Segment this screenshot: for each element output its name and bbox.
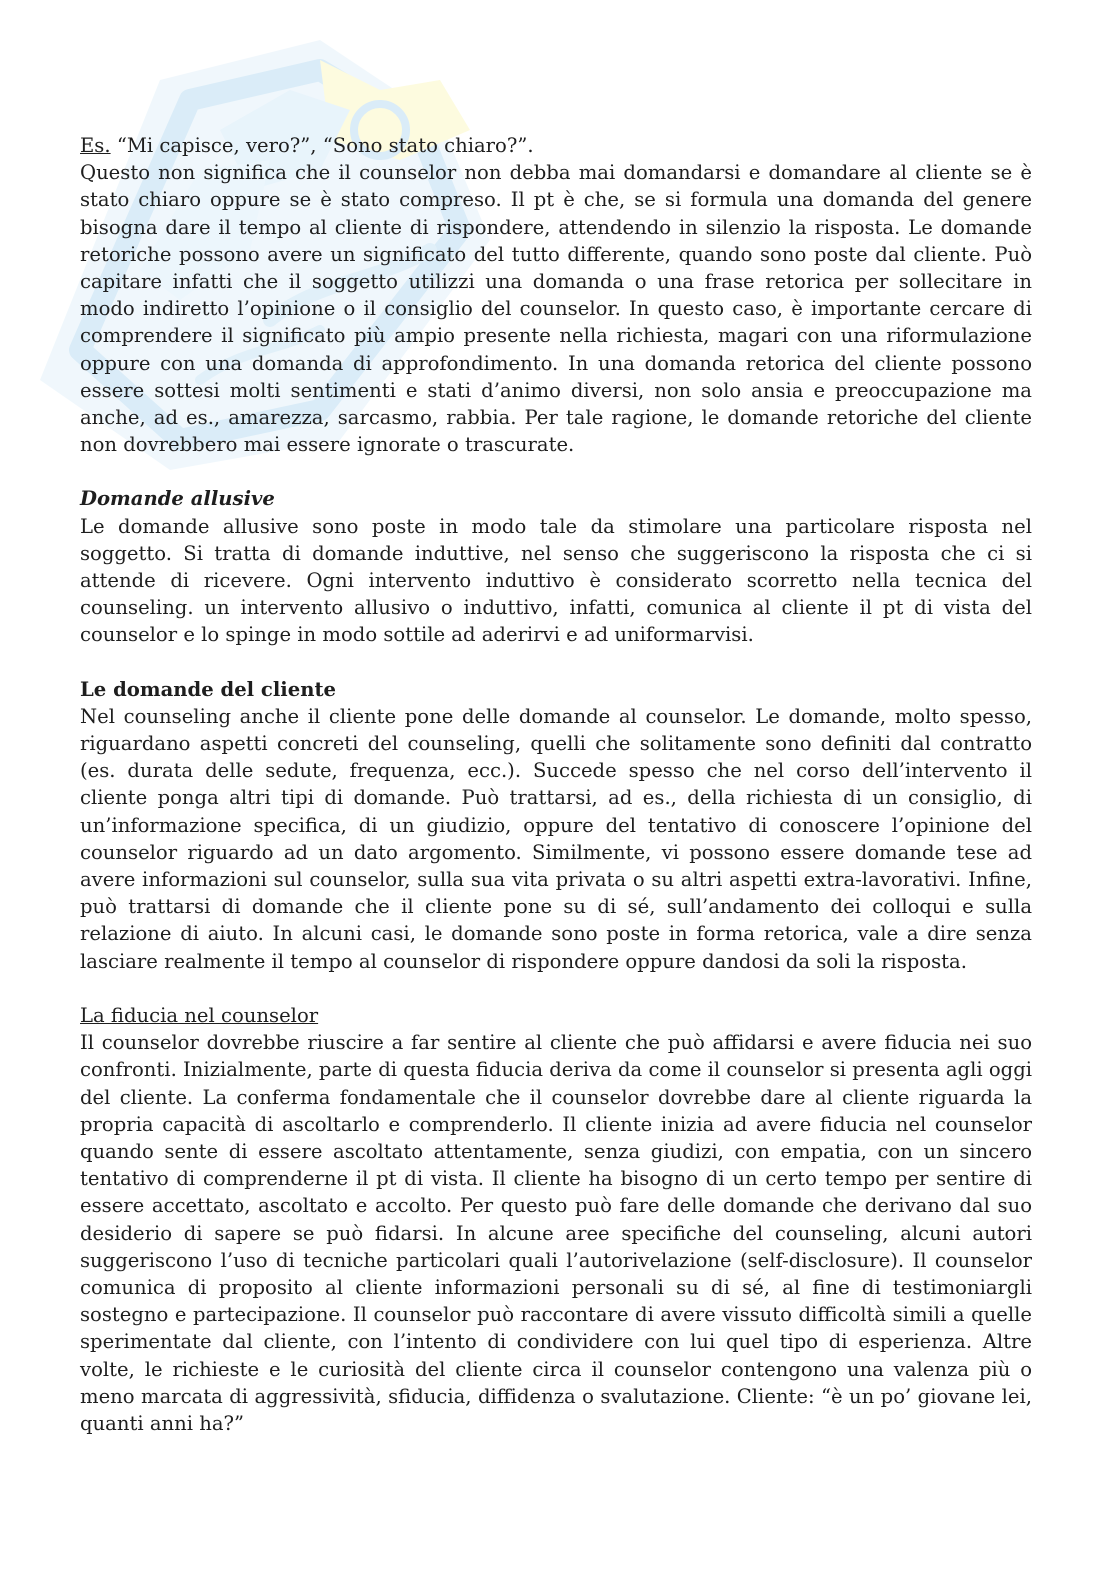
paragraph-spacer [80, 975, 1032, 1002]
paragraph-client-questions: Nel counseling anche il cliente pone delle domande al counselor. Le domande, molto spesso, riguardano aspetti concreti del counseling, quelli che solitamente sono definiti dal contratto (es. durata delle sedute, frequenza, ecc.). Succede spesso che nel corso dell’intervento il cliente ponga altri tipi di domande. Può trattarsi, ad es., della richiesta di un consiglio, di un’informazione specifica, di un giudizio, oppure del tentativo di conoscere l’opinione del counselor riguardo ad un dato argomento. Similmente, vi possono essere domande tese ad avere informazioni sul counselor, sulla sua vita privata o su altri aspetti extra-lavorativi. Infine, può trattarsi di domande che il cliente pone su di sé, sull’andamento dei colloqui e sulla relazione di aiuto. In alcuni casi, le domande sono poste in forma retorica, vale a dire senza lasciare realmente il tempo al counselor di rispondere oppure dandosi da soli la risposta. [80, 704, 1032, 973]
heading-domande-allusive: Domande allusive [80, 487, 275, 511]
paragraph-allusive-questions: Le domande allusive sono poste in modo tale da stimolare una particolare risposta nel soggetto. Si tratta di domande induttive, nel senso che suggeriscono la risposta che ci si attende di ricevere. Ogni intervento induttivo è considerato scorretto nella tecnica del counseling. un intervento allusivo o induttivo, infatti, comunica al cliente il pt di vista del counselor e lo spinge in modo sottile ad aderirvi e ad uniformarvisi. [80, 514, 1032, 647]
paragraph-spacer [80, 458, 1032, 485]
document-page [80, 132, 1032, 1437]
paragraph-text: Questo non significa che il counselor non debba mai domandarsi e domandare al cliente se è stato chiaro oppure se è stato compreso. Il pt è che, se si formula una domanda del genere bisogna dare il tempo al cliente di rispondere, attendendo in silenzio la risposta. Le domande retoriche possono avere un significato del tutto differente, quando sono poste dal cliente. Può capitare infatti che il soggetto utilizzi una domanda o una frase retorica per sollecitare in modo indiretto l’opinione o il consiglio del counselor. In questo caso, è importante cercare di comprendere il significato più ampio presente nella richiesta, magari con una riformulazione oppure con una domanda di approfondimento. In una domanda retorica del cliente possono essere sottesi molti sentimenti e stati d’animo diversi, non solo ansia e preoccupazione ma anche, ad es., amarezza, sarcasmo, rabbia. Per tale ragione, le domande retoriche del cliente non dovrebbero mai essere ignorate o trascurate. [80, 161, 1032, 457]
example-quote: “Mi capisce, vero?”, “Sono stato chiaro?”. [110, 134, 534, 157]
example-label: Es. [80, 134, 111, 157]
paragraph-rhetorical-questions [80, 132, 1032, 458]
paragraph-spacer [80, 649, 1032, 676]
heading-domande-del-cliente: Le domande del cliente [80, 677, 336, 701]
paragraph-trust-counselor: Il counselor dovrebbe riuscire a far sentire al cliente che può affidarsi e avere fiducia nei suo confronti. Inizialmente, parte di questa fiducia deriva da come il counselor si presenta agli oggi del cliente. La conferma fondamentale che il counselor dovrebbe dare al cliente riguarda la propria capacità di ascoltarlo e comprenderlo. Il cliente inizia ad avere fiducia nel counselor quando sente di essere ascoltato attentamente, senza giudizi, con empatia, con un sincero tentativo di comprenderne il pt di vista. Il cliente ha bisogno di un certo tempo per sentire di essere accettato, ascoltato e accolto. Per questo può fare delle domande che derivano dal suo desiderio di sapere se può fidarsi. In alcune aree specifiche del counseling, alcuni autori suggeriscono l’uso di tecniche particolari quali l’autorivelazione (self-disclosure). Il counselor comunica di proposito al cliente informazioni personali su di sé, al fine di testimoniargli sostegno e partecipazione. Il counselor può raccontare di avere vissuto difficoltà simili a quelle sperimentate dal cliente, con l’intento di condividere con lui quel tipo di esperienza. Altre volte, le richieste e le curiosità del cliente circa il counselor contengono una valenza più o meno marcata di aggressività, sfiducia, diffidenza o svalutazione. Cliente: “è un po’ giovane lei, quanti anni ha?” [80, 1031, 1032, 1435]
heading-fiducia-nel-counselor: La fiducia nel counselor [80, 1003, 319, 1027]
